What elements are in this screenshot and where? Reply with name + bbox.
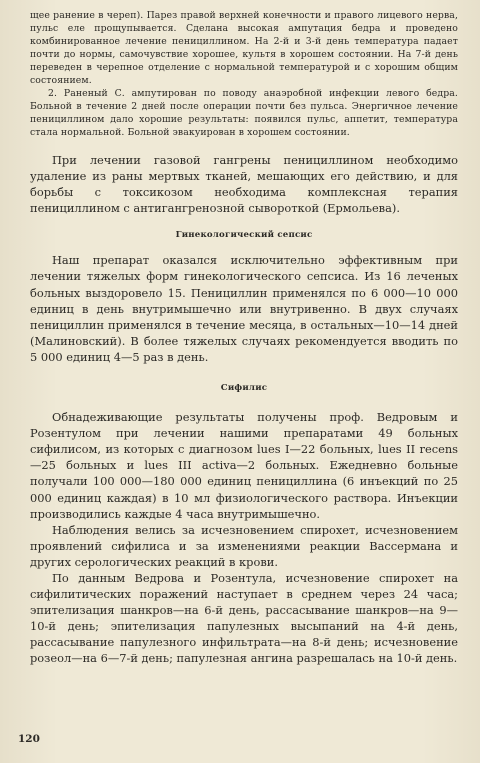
section-heading-sepsis: Гинекологический сепсис (175, 230, 313, 241)
syphilis-paragraph: Обнадеживающие результаты получены проф. Ведровым и Розентулом при лечении нашими препаратами 49 больных сифилисом, из которых с диагнозом lues I—22 больных, lues II recens—25 больных и lues III activa—2 больных. Ежедневно больные получали 100 000—180 000 единиц пенициллина (6 инъекций по 25 000 единиц каждая) в 10 мл физиологического раствора. Инъекции производились каждые 4 часа внутримышечно. (30, 410, 458, 521)
section-heading-syphilis: Сифилис (220, 383, 268, 394)
syphilis-paragraph: По данным Ведрова и Розентула, исчезновение спирохет на сифилитических поражений наступает в среднем через 24 часа; эпителизация шанкров—на 6-й день, рассасывание шанкров—на 9—10-й день; эпителизация папулезных высыпаний на 4-й день, рассасывание папулезного инфильтрата—на 8-й день; исчезновение розеол—на 6—7-й день; папулезная ангина разрешалась на 10-й день. (30, 570, 458, 666)
page-number: 120 (18, 733, 40, 745)
case-note-paragraph: 2. Раненый С. ампутирован по поводу анаэробной инфекции левого бедра. Больной в течение 2 дней после операции почти без пульса. Энергичное лечение пенициллином дало хорошие результаты: появился пульс, аппетит, температура стала нормальной. Больной эвакуирован в хорошем состоянии. (30, 88, 458, 138)
syphilis-paragraph: Наблюдения велись за исчезновением спирохет, исчезновением проявлений сифилиса и за изменениями реакции Вассермана и других серологических реакций в крови. (30, 522, 458, 569)
conclusion-paragraph: При лечении газовой гангрены пенициллином необходимо удаление из раны мертвых тканей, мешающих его действию, и для борьбы с токсикозом необходима комплексная терапия пенициллином с антигангренозной сывороткой (Ермольева). (30, 153, 458, 216)
case-note-paragraph: щее ранение в череп). Парез правой верхней конечности и правого лицевого нерва, пульс еле прощупывается. Сделана высокая ампутация бедра и проведено комбинированное лечение пенициллином. На 2-й и 3-й день температура падает почти до нормы, самочувствие хорошее, культя в хорошем состоянии. На 7-й день переведен в черепное отделение с нормальной температурой и с хорошим общим состоянием. (30, 10, 458, 86)
sepsis-paragraph: Наш препарат оказался исключительно эффективным при лечении тяжелых форм гинекологического сепсиса. Из 16 леченых больных выздоровело 15. Пенициллин применялся по 6 000—10 000 единиц в день внутримышечно или внутривенно. В двух случаях пенициллин применялся в течение месяца, в остальных—10—14 дней (Малиновский). В более тяжелых случаях рекомендуется вводить по 5 000 единиц 4—5 раз в день. (30, 253, 458, 364)
